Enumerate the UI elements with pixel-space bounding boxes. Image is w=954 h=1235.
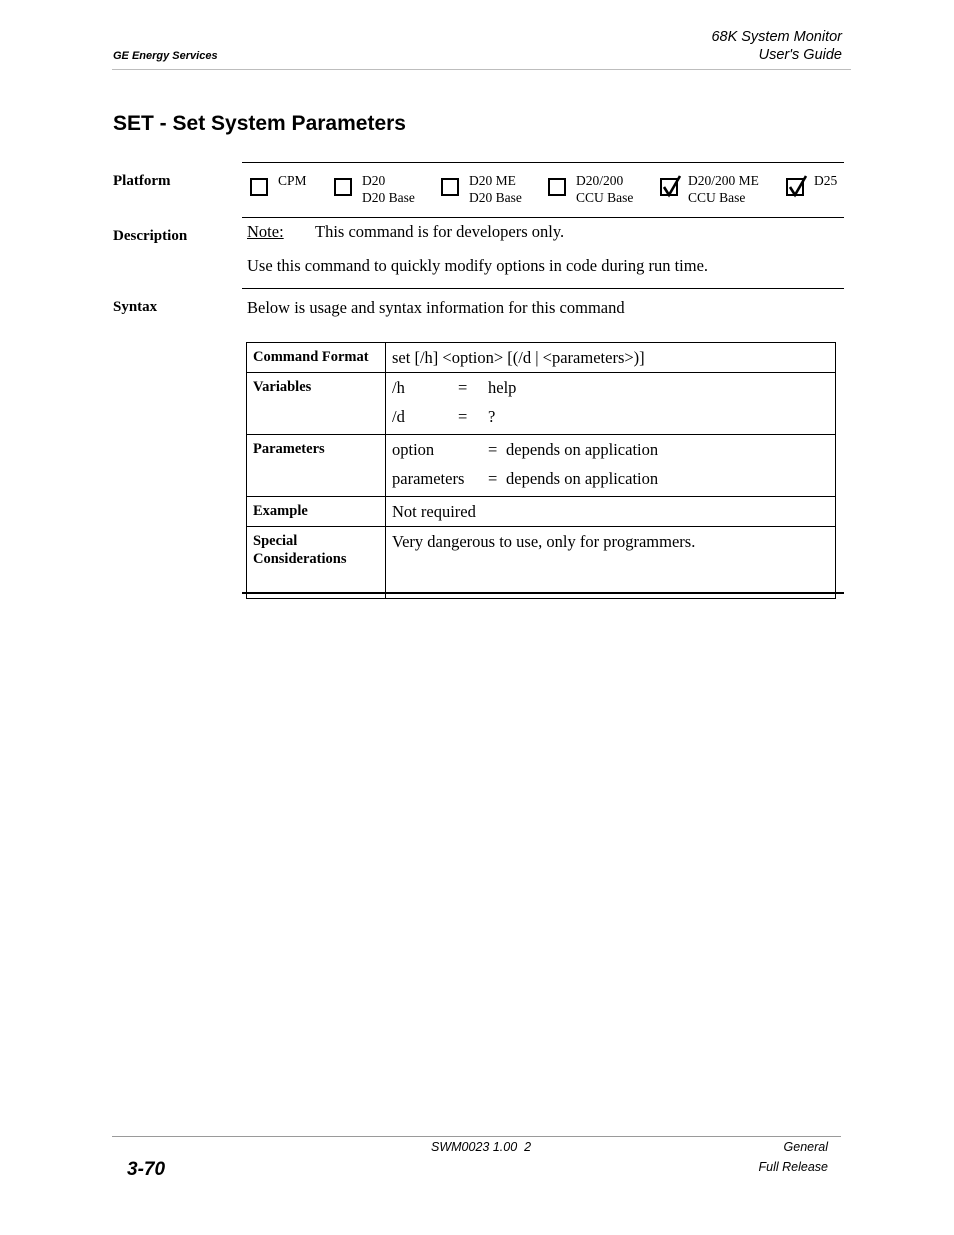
table-row [247, 343, 836, 373]
variable-value: ? [488, 407, 496, 426]
variable-value: help [488, 378, 517, 397]
example-label: Example [247, 497, 386, 527]
header-doc-title-line1: 68K System Monitor [711, 29, 842, 45]
footer-doc-id: SWM0023 1.00 2 [431, 1140, 532, 1154]
parameter-name: parameters [392, 469, 465, 488]
section-end-rule [242, 592, 844, 594]
platform-d20-200-line1: D20/200 [576, 173, 624, 188]
platform-cpm [250, 172, 307, 196]
parameter-value: depends on application [506, 440, 659, 459]
platform-d20-200me-line2: CCU Base [688, 190, 746, 205]
platform-d20-200-line2: CCU Base [576, 190, 634, 205]
parameters-label: Parameters [247, 435, 386, 497]
variables-value [386, 373, 836, 435]
unchecked-box-icon [441, 178, 459, 196]
platform-d25 [786, 172, 837, 196]
unchecked-box-icon [334, 178, 352, 196]
parameter-eq: = [488, 440, 498, 459]
example-value: Not required [386, 497, 836, 527]
header-doc-title [711, 28, 842, 64]
platform-d20-200me [660, 172, 759, 206]
table-row [247, 497, 836, 527]
platform-d20-line2: D20 Base [362, 190, 415, 205]
parameter-eq: = [488, 469, 498, 488]
variable-eq: = [458, 407, 468, 426]
description-bottom-rule [242, 288, 844, 289]
description-label: Description [113, 228, 188, 244]
platform-d25-line1: D25 [814, 173, 838, 188]
platform-d20me-line2: D20 Base [469, 190, 522, 205]
table-row [247, 435, 836, 497]
syntax-table [246, 342, 836, 599]
platform-bottom-rule [242, 217, 844, 218]
special-label-line2: Considerations [253, 551, 347, 567]
header-doc-title-line2: User's Guide [758, 47, 842, 63]
note-text: This command is for developers only. [315, 222, 565, 241]
note-label: Note: [247, 222, 284, 241]
footer-release: Full Release [758, 1160, 828, 1174]
platform-d20-200me-line1: D20/200 ME [688, 173, 759, 188]
platform-d20-200 [548, 172, 633, 206]
parameter-name: option [392, 440, 435, 459]
variable-eq: = [458, 378, 468, 397]
parameters-value [386, 435, 836, 497]
special-value: Very dangerous to use, only for programmers. [386, 527, 836, 599]
platform-d20me-line1: D20 ME [469, 173, 516, 188]
command-format-label: Command Format [247, 343, 386, 373]
syntax-label: Syntax [113, 299, 158, 315]
table-row [247, 527, 836, 599]
platform-label: Platform [113, 173, 171, 189]
parameter-row [392, 464, 829, 493]
platform-d20 [334, 172, 415, 206]
variable-name: /d [392, 407, 405, 426]
header-rule [112, 69, 851, 70]
table-row [247, 373, 836, 435]
special-label [247, 527, 386, 599]
unchecked-box-icon [548, 178, 566, 196]
platform-top-rule [242, 162, 844, 163]
footer-rule [112, 1136, 841, 1137]
variables-label: Variables [247, 373, 386, 435]
footer-category: General [783, 1140, 828, 1154]
page-title: SET - Set System Parameters [113, 112, 406, 135]
variable-row [392, 373, 829, 402]
special-label-line1: Special [253, 533, 298, 549]
description-text: Use this command to quickly modify options in code during run time. [247, 256, 709, 275]
variable-row [392, 402, 829, 431]
parameter-row [392, 435, 829, 464]
platform-d20me [441, 172, 522, 206]
header-company: GE Energy Services [113, 50, 218, 62]
checked-box-icon [660, 178, 678, 196]
command-format-value: set [/h] <option> [(/d | <parameters>)] [386, 343, 836, 373]
platform-d20-line1: D20 [362, 173, 386, 188]
variable-name: /h [392, 378, 405, 397]
checked-box-icon [786, 178, 804, 196]
parameter-value: depends on application [506, 469, 659, 488]
platform-cpm-line1: CPM [278, 173, 307, 188]
syntax-intro: Below is usage and syntax information for this command [247, 298, 625, 317]
page-number: 3-70 [127, 1159, 166, 1180]
unchecked-box-icon [250, 178, 268, 196]
